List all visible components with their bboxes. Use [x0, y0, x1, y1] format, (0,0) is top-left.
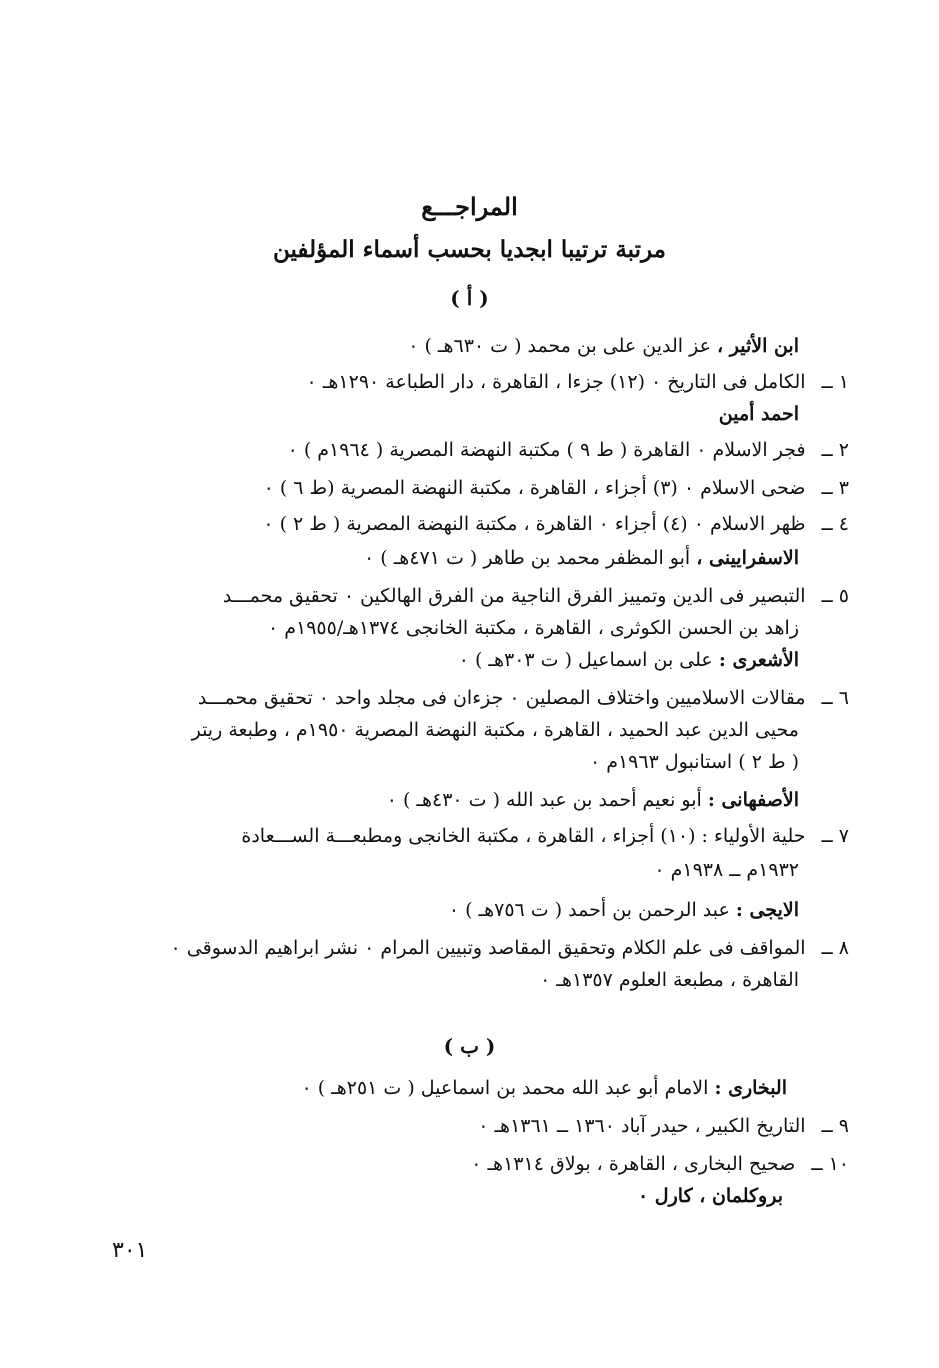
entry-text: التاريخ الكبير ، حيدر آباد ١٣٦٠ ــ ١٣٦١هـ ٠ [478, 1115, 806, 1137]
reference-entry-8-cont: القاهرة ، مطبعة العلوم ١٣٥٧هـ ٠ [540, 969, 799, 991]
reference-entry-6 [198, 684, 849, 712]
section-heading-a: ( أ ) [450, 286, 489, 310]
entry-number: ٥ ــ [821, 585, 849, 607]
author-line-isfarayini [364, 544, 799, 572]
entry-text: الكامل فى التاريخ ٠ (١٢) جزءا ، القاهرة ، دار الطباعة ١٢٩٠هـ ٠ [306, 371, 806, 393]
entry-text: فجر الاسلام ٠ القاهرة ( ط ٩ ) مكتبة النهضة المصرية ( ١٩٦٤م ) ٠ [287, 439, 806, 461]
author-name: ابن الأثير ، [716, 335, 799, 357]
reference-entry-6-cont: ( ط ٢ ) استانبول ١٩٦٣م ٠ [589, 751, 799, 773]
entry-number: ٢ ــ [821, 439, 849, 461]
entry-text: مقالات الاسلاميين واختلاف المصلين ٠ جزءان فى مجلد واحد ٠ تحقيق محمـــد [197, 687, 806, 709]
entry-text: التبصير فى الدين وتمييز الفرق الناجية من الفرق الهالكين ٠ تحقيق محمـــد [222, 585, 806, 607]
author-details: أبو نعيم أحمد بن عبد الله ( ت ٤٣٠هـ ) ٠ [386, 789, 702, 811]
page-subtitle: مرتبة ترتيبا ابجديا بحسب أسماء المؤلفين [272, 236, 667, 263]
entry-text: صحيح البخارى ، القاهرة ، بولاق ١٣١٤هـ ٠ [471, 1153, 796, 1175]
author-line-ibn-alathir [408, 332, 799, 360]
reference-entry-7 [241, 822, 849, 850]
author-line-isfahani [387, 786, 799, 814]
author-details: الامام أبو عبد الله محمد بن اسماعيل ( ت ٢٥١هـ ) ٠ [301, 1077, 709, 1099]
author-details: أبو المظفر محمد بن طاهر ( ت ٤٧١هـ ) ٠ [364, 547, 691, 569]
author-name: الايجى : [735, 899, 799, 921]
author-details: عز الدين على بن محمد ( ت ٦٣٠هـ ) ٠ [408, 335, 711, 357]
author-line-brockelmann: بروكلمان ، كارل ٠ [637, 1185, 783, 1207]
author-line-ashari [459, 646, 799, 674]
page-number: ٣٠١ [112, 1238, 148, 1263]
entry-number: ١٠ ــ [811, 1153, 849, 1175]
section-heading-b: ( ب ) [443, 1034, 496, 1058]
reference-entry-5 [223, 582, 849, 610]
reference-entry-3 [264, 474, 849, 502]
entry-number: ٩ ــ [821, 1115, 849, 1137]
author-name: البخارى : [714, 1077, 787, 1099]
entry-text: حلية الأولياء : (١٠) أجزاء ، القاهرة ، مكتبة الخانجى ومطبعـــة الســـعادة [241, 825, 806, 847]
reference-entry-7-cont: ١٩٣٢م ــ ١٩٣٨م ٠ [654, 859, 799, 881]
entry-text: ظهر الاسلام ٠ (٤) أجزاء ٠ القاهرة ، مكتبة النهضة المصرية ( ط ٢ ) ٠ [263, 513, 806, 535]
author-name: الاسفرايينى ، [696, 547, 799, 569]
entry-number: ٦ ــ [821, 687, 849, 709]
entry-text: ضحى الاسلام ٠ (٣) أجزاء ، القاهرة ، مكتبة النهضة المصرية (ط ٦ ) ٠ [263, 477, 806, 499]
entry-text: المواقف فى علم الكلام وتحقيق المقاصد وتبيين المرام ٠ نشر ابراهيم الدسوقى ٠ [170, 937, 806, 959]
author-name: الأشعرى : [718, 649, 799, 671]
reference-entry-9 [478, 1112, 849, 1140]
reference-entry-8 [171, 934, 849, 962]
entry-number: ٤ ــ [821, 513, 849, 535]
entry-number: ٨ ــ [821, 937, 849, 959]
author-details: على بن اسماعيل ( ت ٣٠٣هـ ) ٠ [458, 649, 713, 671]
reference-entry-10 [471, 1150, 849, 1178]
entry-number: ٧ ــ [821, 825, 849, 847]
author-line-bukhari [301, 1074, 787, 1102]
reference-entry-4 [263, 510, 849, 538]
reference-entry-6-cont: محيى الدين عبد الحميد ، القاهرة ، مكتبة النهضة المصرية ١٩٥٠م ، وطبعة ريتر [191, 719, 799, 741]
author-details: عبد الرحمن بن أحمد ( ت ٧٥٦هـ ) ٠ [448, 899, 730, 921]
reference-entry-5-cont: زاهد بن الحسن الكوثرى ، القاهرة ، مكتبة الخانجى ١٣٧٤هـ/١٩٥٥م ٠ [267, 617, 799, 639]
author-name: الأصفهانى : [707, 789, 799, 811]
author-line-iji [449, 896, 799, 924]
reference-entry-2 [288, 436, 849, 464]
author-line-ahmad-amin: احمد أمين [718, 403, 799, 425]
entry-number: ١ ــ [821, 371, 849, 393]
page-title: المراجـــع [421, 192, 518, 221]
entry-number: ٣ ــ [821, 477, 849, 499]
reference-entry-1 [307, 368, 849, 396]
